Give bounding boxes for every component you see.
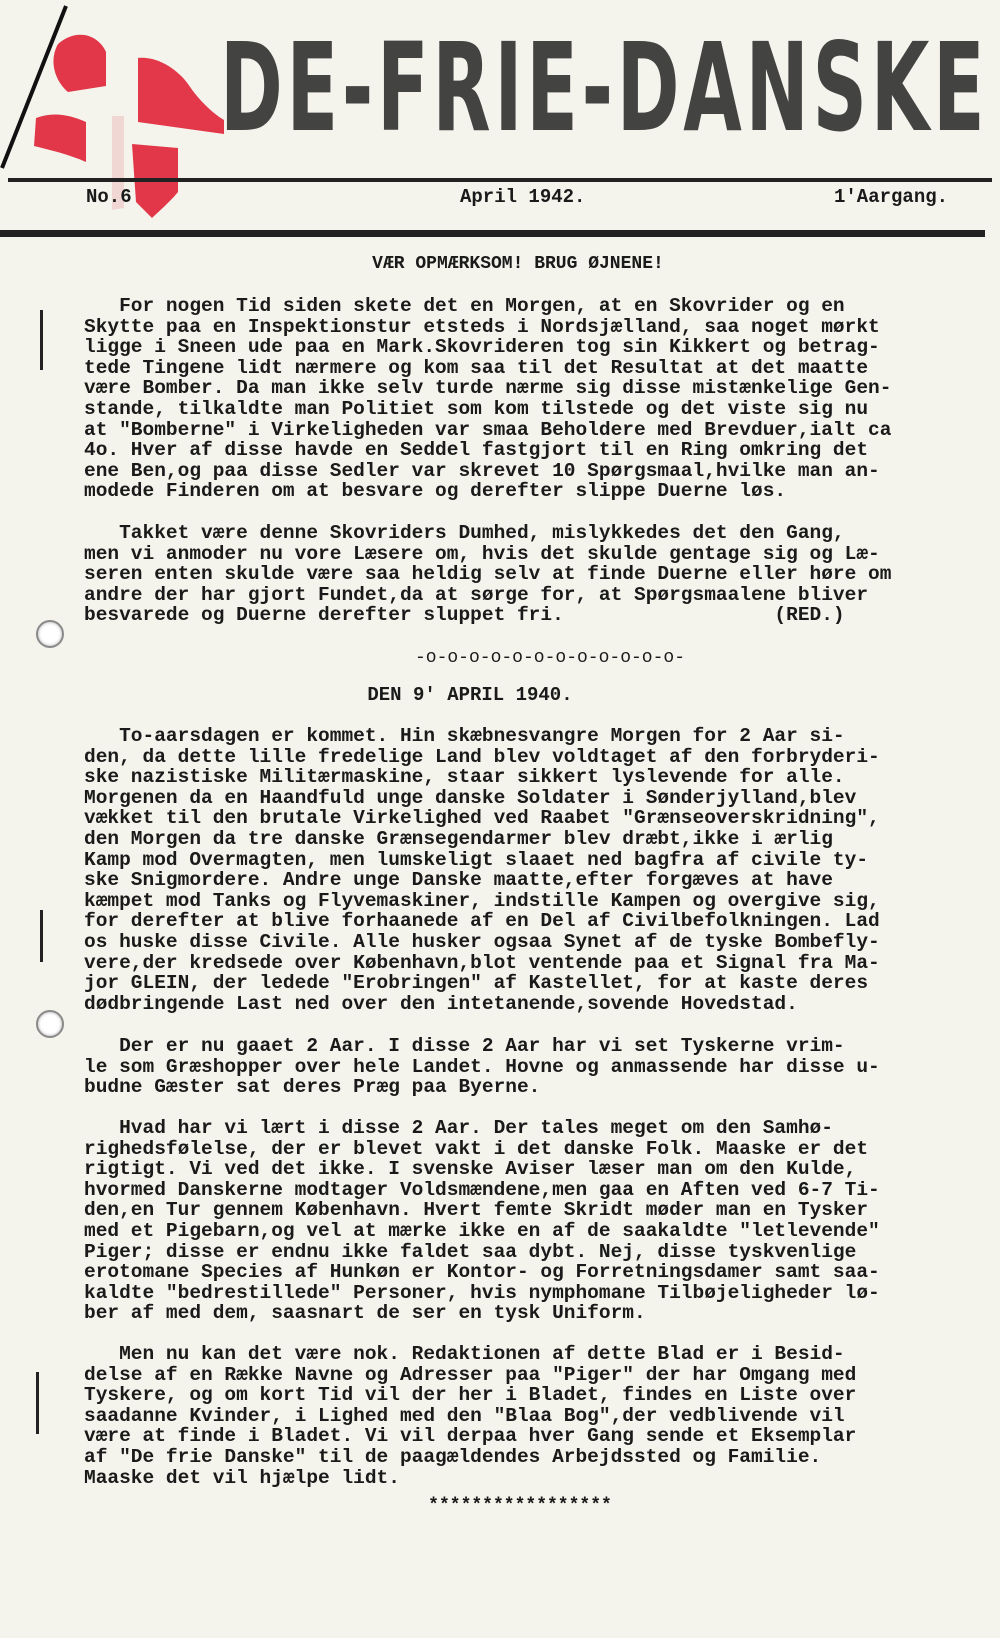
article1-paragraph-2: Takket være denne Skovriders Dumhed, mislykkedes det den Gang, men vi anmoder nu vore Læsere om, hvis det skulde gentage sig og Læ- seren enten skulde være saa heldig selv at finde Duerne eller høre om andre der har gjort Fundet,da at sørge for, at Spørgsmaalene bliver besvarede og Duerne derefter sluppet fri. (RED.): [84, 522, 892, 627]
margin-mark: [40, 910, 43, 962]
end-mark: *****************: [428, 1496, 612, 1516]
article2-heading: DEN 9' APRIL 1940.: [367, 684, 573, 706]
issue-date: April 1942.: [460, 186, 586, 208]
article2-paragraph-4: Men nu kan det være nok. Redaktionen af dette Blad er i Besid- delse af en Række Navne og Adresser paa "Piger" der har Omgang med Tyskere, og om kort Tid vil der her i Bladet, findes en Liste over saadanne Kvinder, i Lighed med den "Blaa Bog",der vedblivende vil være at finde i Bladet. Vi vil derpaa hver Gang sende et Eksemplar af "De frie Danske" til de paagældendes Arbejdssted og Familie. Maaske det vil hjælpe lidt.: [84, 1343, 857, 1489]
article1-heading: VÆR OPMÆRKSOM! BRUG ØJNENE!: [372, 254, 664, 274]
article2-paragraph-2: Der er nu gaaet 2 Aar. I disse 2 Aar har vi set Tyskerne vrim- le som Græshopper over hele Landet. Hovne og anmassende har disse u- budne Gæster sat deres Præg paa Byerne.: [84, 1035, 880, 1099]
margin-mark: [36, 1372, 39, 1434]
separator: -o-o-o-o-o-o-o-o-o-o-o-o-: [414, 648, 686, 668]
issue-number: No.6: [86, 186, 132, 208]
issue-volume: 1'Aargang.: [834, 186, 949, 208]
margin-mark: [40, 310, 43, 370]
article2-paragraph-3: Hvad har vi lært i disse 2 Aar. Der tales meget om den Samhø- righedsfølelse, der er blevet vakt i det danske Folk. Maaske er det rigtigt. Vi ved det ikke. I svenske Aviser læser man om den Kulde, hvormed Danskerne modtager Voldsmændene,men gaa en Aften ved 6-7 Ti- den,en Tur gennem København. Hvert femte Skridt møder man en Tysker med et Pigebarn,og vel at mærke ikke en af de saakaldte "letlevende" Piger; disse er endnu ikke faldet saa dybt. Nej, disse tyskvenlige erotomane Species af Hunkøn er Kontor- og Forretningsdamer samt saa- kaldte "bedrestillede" Personer, hvis nymphomane Tilbøjeligheder lø- ber af med dem, saasnart de ser en tysk Uniform.: [84, 1117, 880, 1325]
article1-paragraph-1: For nogen Tid siden skete det en Morgen, at en Skovrider og en Skytte paa en Inspektionstur etsteds i Nordsjælland, saa noget mørkt ligge i Sneen ude paa en Mark.Skovrideren tog sin Kikkert og betrag- tede Tingene lidt nærmere og kom saa til det Resultat at det maatte være Bomber. Da man ikke selv turde nærme sig disse mistænkelige Gen- stande, tilkaldte man Politiet som kom tilstede og det viste sig nu at "Bomberne" i Virkeligheden var smaa Beholdere med Brevduer,ialt ca 4o. Hver af disse havde en Seddel fastgjort til en Ring omkring det ene Ben,og paa disse Sedler var skrevet 10 Spørgsmaal,hvilke man an- modede Finderen om at besvare og derefter slippe Duerne løs.: [84, 295, 892, 503]
punch-hole: [36, 1010, 64, 1038]
masthead-rule: [8, 178, 992, 182]
article2-paragraph-1: To-aarsdagen er kommet. Hin skæbnesvangre Morgen for 2 Aar si- den, da dette lille fredelige Land blev voldtaget af den forbryderi- ske nazistiske Militærmaskine, staar sikkert lyslevende for alle. Morgenen da en Haandfuld unge danske Soldater i Sønderjylland,blev vækket til den brutale Virkelighed ved Raabet "Grænseoverskridning", den Morgen da tre danske Grænsegendarmer blev dræbt,ikke i ærlig Kamp mod Overmagten, men lumskeligt slaaet ned bagfra af civile ty- ske Snigmordere. Andre unge Danske maatte,efter forgæves at have kæmpet mod Tanks og Flyvemaskiner, indstille Kampen og overgive sig, for derefter at blive forhaanede af en Del af Civilbefolkningen. Lad os huske disse Civile. Alle husker ogsaa Synet af de tyske Bombefly- vere,der kredsede over København,blot ventende paa et Signal fra Ma- jor GLEIN, der ledede "Erobringen" af Kastellet, for at kaste deres dødbringende Last ned over den intetanende,sovende Hovedstad.: [84, 725, 880, 1015]
punch-hole: [36, 620, 64, 648]
masthead-title: DE-FRIE-DANSKE: [220, 17, 989, 159]
header-rule: [0, 230, 985, 237]
